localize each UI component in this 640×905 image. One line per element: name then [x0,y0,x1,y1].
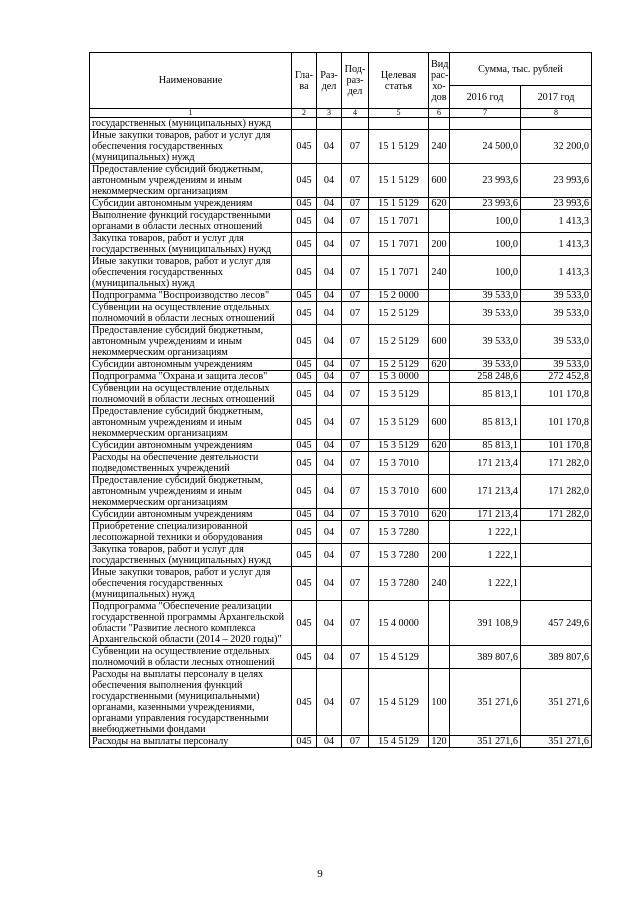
row-name: Иные закупки товаров, работ и услуг для обеспечения государственных (муниципальных) нужд [90,130,292,164]
row-sum-2016: 23 993,6 [450,198,521,210]
row-glava: 045 [292,256,317,290]
row-glava: 045 [292,452,317,475]
table-row [90,256,592,290]
column-number: 6 [429,109,450,118]
row-sum-2017: 101 170,8 [521,383,592,406]
row-glava: 045 [292,567,317,601]
row-razdel: 04 [317,567,342,601]
row-target: 15 3 7280 [369,544,429,567]
row-podrazdel: 07 [342,371,369,383]
row-name: Субвенции на осуществление отдельных полномочий в области лесных отношений [90,646,292,669]
row-vid: 240 [429,130,450,164]
row-glava: 045 [292,646,317,669]
row-sum-2017: 101 170,8 [521,440,592,452]
row-name: Закупка товаров, работ и услуг для государственных (муниципальных) нужд [90,544,292,567]
row-sum-2017: 351 271,6 [521,736,592,748]
row-sum-2016: 391 108,9 [450,601,521,646]
row-name: Приобретение специализированной лесопожарной техники и оборудования [90,521,292,544]
row-glava: 045 [292,406,317,440]
row-target: 15 1 7071 [369,233,429,256]
row-vid: 620 [429,440,450,452]
row-name: Закупка товаров, работ и услуг для государственных (муниципальных) нужд [90,233,292,256]
table-row [90,290,592,302]
row-sum-2017: 389 807,6 [521,646,592,669]
table-row [90,198,592,210]
row-sum-2016: 1 222,1 [450,567,521,601]
row-razdel: 04 [317,736,342,748]
row-podrazdel: 07 [342,302,369,325]
row-vid [429,302,450,325]
row-target: 15 3 7280 [369,521,429,544]
table-row [90,302,592,325]
row-vid [429,383,450,406]
header-vid: Вид рас- хо- дов [429,53,450,109]
row-podrazdel [342,118,369,130]
row-podrazdel: 07 [342,359,369,371]
row-vid: 200 [429,233,450,256]
row-sum-2016: 258 248,6 [450,371,521,383]
row-razdel: 04 [317,371,342,383]
row-target: 15 3 5129 [369,440,429,452]
row-name: Субсидии автономным учреждениям [90,198,292,210]
table-row [90,233,592,256]
row-sum-2016: 39 533,0 [450,359,521,371]
row-razdel: 04 [317,210,342,233]
row-podrazdel: 07 [342,383,369,406]
row-name: Расходы на выплаты персоналу в целях обеспечения выполнения функций государственными (муниципальными) органами, казенными учреждениями, органами управления государственными внебюджетными фондами [90,669,292,736]
row-razdel: 04 [317,452,342,475]
table-row [90,359,592,371]
header-target: Целевая статья [369,53,429,109]
header-name: Наименование [90,53,292,109]
row-name: Иные закупки товаров, работ и услуг для обеспечения государственных (муниципальных) нужд [90,256,292,290]
row-glava: 045 [292,302,317,325]
row-podrazdel: 07 [342,256,369,290]
row-sum-2016: 85 813,1 [450,406,521,440]
row-name: Подпрограмма "Воспроизводство лесов" [90,290,292,302]
table-row [90,452,592,475]
row-sum-2016: 100,0 [450,210,521,233]
header-sum: Сумма, тыс. рублей [450,53,592,86]
row-target: 15 2 5129 [369,325,429,359]
header-podrazdel: Под- раз- дел [342,53,369,109]
row-sum-2016: 171 213,4 [450,509,521,521]
row-sum-2017 [521,118,592,130]
row-sum-2016: 85 813,1 [450,440,521,452]
row-podrazdel: 07 [342,601,369,646]
row-target: 15 3 5129 [369,383,429,406]
row-sum-2016: 351 271,6 [450,736,521,748]
row-name: Предоставление субсидий бюджетным, автономным учреждениям и иным некоммерческим организациям [90,164,292,198]
row-sum-2017: 171 282,0 [521,509,592,521]
row-razdel: 04 [317,198,342,210]
row-vid [429,601,450,646]
row-podrazdel: 07 [342,475,369,509]
row-sum-2017 [521,521,592,544]
row-vid: 200 [429,544,450,567]
row-target: 15 4 0000 [369,601,429,646]
table-row [90,669,592,736]
row-sum-2016: 24 500,0 [450,130,521,164]
row-target: 15 3 7280 [369,567,429,601]
row-vid [429,452,450,475]
row-glava [292,118,317,130]
column-number: 1 [90,109,292,118]
row-sum-2017: 351 271,6 [521,669,592,736]
row-target: 15 2 0000 [369,290,429,302]
row-vid: 600 [429,475,450,509]
row-glava: 045 [292,233,317,256]
table-row [90,646,592,669]
row-glava: 045 [292,130,317,164]
row-sum-2017: 272 452,8 [521,371,592,383]
row-target: 15 2 5129 [369,302,429,325]
row-target: 15 4 5129 [369,669,429,736]
row-podrazdel: 07 [342,440,369,452]
row-sum-2017 [521,567,592,601]
row-sum-2017: 171 282,0 [521,452,592,475]
row-name: Иные закупки товаров, работ и услуг для обеспечения государственных (муниципальных) нужд [90,567,292,601]
header-razdel: Раз- дел [317,53,342,109]
row-razdel: 04 [317,383,342,406]
row-glava: 045 [292,669,317,736]
table-row [90,475,592,509]
table-row [90,509,592,521]
column-number: 4 [342,109,369,118]
row-name: Подпрограмма "Обеспечение реализации государственной программы Архангельской области "Развитие лесного комплекса Архангельской области (2014 – 2020 годы)" [90,601,292,646]
row-podrazdel: 07 [342,544,369,567]
row-razdel: 04 [317,646,342,669]
row-sum-2017: 1 413,3 [521,210,592,233]
table-row [90,440,592,452]
row-glava: 045 [292,601,317,646]
table-row [90,210,592,233]
row-name: Предоставление субсидий бюджетным, автономным учреждениям и иным некоммерческим организациям [90,406,292,440]
table-row [90,371,592,383]
table-row [90,325,592,359]
row-vid: 600 [429,406,450,440]
row-razdel: 04 [317,256,342,290]
table-row [90,164,592,198]
table-row [90,601,592,646]
row-target: 15 3 7010 [369,452,429,475]
row-razdel: 04 [317,601,342,646]
header-glava: Гла- ва [292,53,317,109]
row-name: государственных (муниципальных) нужд [90,118,292,130]
row-vid: 600 [429,325,450,359]
row-sum-2017: 39 533,0 [521,302,592,325]
row-target: 15 4 5129 [369,736,429,748]
column-number: 7 [450,109,521,118]
table-row [90,130,592,164]
row-razdel: 04 [317,544,342,567]
row-glava: 045 [292,736,317,748]
row-podrazdel: 07 [342,325,369,359]
row-sum-2017: 101 170,8 [521,406,592,440]
row-target: 15 3 5129 [369,406,429,440]
row-sum-2016: 100,0 [450,233,521,256]
row-sum-2017: 1 413,3 [521,256,592,290]
row-target: 15 2 5129 [369,359,429,371]
row-sum-2016: 389 807,6 [450,646,521,669]
row-target: 15 4 5129 [369,646,429,669]
row-target: 15 1 7071 [369,256,429,290]
row-target: 15 1 7071 [369,210,429,233]
row-podrazdel: 07 [342,130,369,164]
row-sum-2017: 32 200,0 [521,130,592,164]
row-podrazdel: 07 [342,669,369,736]
row-glava: 045 [292,325,317,359]
row-vid: 100 [429,669,450,736]
row-podrazdel: 07 [342,210,369,233]
table-row [90,521,592,544]
row-sum-2016: 23 993,6 [450,164,521,198]
row-vid: 240 [429,567,450,601]
column-number: 3 [317,109,342,118]
row-glava: 045 [292,198,317,210]
row-sum-2017: 23 993,6 [521,198,592,210]
row-podrazdel: 07 [342,198,369,210]
row-glava: 045 [292,544,317,567]
row-razdel: 04 [317,521,342,544]
row-razdel: 04 [317,302,342,325]
table-row [90,736,592,748]
row-target: 15 3 7010 [369,475,429,509]
row-name: Подпрограмма "Охрана и защита лесов" [90,371,292,383]
row-vid [429,521,450,544]
row-podrazdel: 07 [342,164,369,198]
row-target: 15 3 7010 [369,509,429,521]
row-glava: 045 [292,521,317,544]
row-sum-2017: 1 413,3 [521,233,592,256]
row-sum-2017 [521,544,592,567]
row-vid [429,646,450,669]
row-podrazdel: 07 [342,509,369,521]
row-sum-2016 [450,118,521,130]
row-vid [429,210,450,233]
table-row [90,383,592,406]
row-glava: 045 [292,371,317,383]
row-sum-2016: 100,0 [450,256,521,290]
row-podrazdel: 07 [342,567,369,601]
row-sum-2017: 39 533,0 [521,359,592,371]
row-vid: 120 [429,736,450,748]
row-vid: 620 [429,198,450,210]
row-razdel: 04 [317,164,342,198]
row-podrazdel: 07 [342,736,369,748]
row-razdel: 04 [317,440,342,452]
column-number: 8 [521,109,592,118]
row-glava: 045 [292,164,317,198]
row-sum-2016: 171 213,4 [450,452,521,475]
row-sum-2016: 351 271,6 [450,669,521,736]
row-podrazdel: 07 [342,521,369,544]
budget-table [89,52,592,748]
row-sum-2016: 39 533,0 [450,302,521,325]
row-razdel: 04 [317,669,342,736]
row-sum-2017: 39 533,0 [521,325,592,359]
row-name: Расходы на обеспечение деятельности подведомственных учреждений [90,452,292,475]
row-vid: 620 [429,509,450,521]
row-name: Предоставление субсидий бюджетным, автономным учреждениям и иным некоммерческим организациям [90,475,292,509]
row-glava: 045 [292,383,317,406]
row-name: Расходы на выплаты персоналу [90,736,292,748]
row-vid: 240 [429,256,450,290]
row-razdel: 04 [317,359,342,371]
row-podrazdel: 07 [342,290,369,302]
row-target: 15 3 0000 [369,371,429,383]
table-row [90,118,592,130]
row-target: 15 1 5129 [369,164,429,198]
row-name: Субвенции на осуществление отдельных полномочий в области лесных отношений [90,383,292,406]
table-row [90,544,592,567]
header-year-2016: 2016 год [450,86,521,109]
row-vid [429,371,450,383]
row-name: Субсидии автономным учреждениям [90,359,292,371]
row-razdel: 04 [317,406,342,440]
row-vid: 600 [429,164,450,198]
row-sum-2016: 1 222,1 [450,544,521,567]
row-podrazdel: 07 [342,406,369,440]
column-number: 2 [292,109,317,118]
row-sum-2016: 39 533,0 [450,325,521,359]
row-vid: 620 [429,359,450,371]
row-sum-2016: 85 813,1 [450,383,521,406]
column-number: 5 [369,109,429,118]
row-razdel: 04 [317,509,342,521]
row-vid [429,118,450,130]
row-target: 15 1 5129 [369,130,429,164]
row-vid [429,290,450,302]
row-sum-2017: 23 993,6 [521,164,592,198]
row-name: Субвенции на осуществление отдельных полномочий в области лесных отношений [90,302,292,325]
row-name: Субсидии автономным учреждениям [90,440,292,452]
row-glava: 045 [292,210,317,233]
row-razdel: 04 [317,290,342,302]
table-row [90,567,592,601]
row-name: Выполнение функций государственными органами в области лесных отношений [90,210,292,233]
row-sum-2016: 171 213,4 [450,475,521,509]
row-sum-2017: 457 249,6 [521,601,592,646]
row-podrazdel: 07 [342,646,369,669]
row-name: Предоставление субсидий бюджетным, автономным учреждениям и иным некоммерческим организациям [90,325,292,359]
row-razdel: 04 [317,325,342,359]
row-podrazdel: 07 [342,233,369,256]
table-row [90,406,592,440]
page-number: 9 [317,868,323,880]
row-glava: 045 [292,359,317,371]
row-glava: 045 [292,475,317,509]
header-year-2017: 2017 год [521,86,592,109]
row-podrazdel: 07 [342,452,369,475]
row-name: Субсидии автономным учреждениям [90,509,292,521]
row-target [369,118,429,130]
row-glava: 045 [292,290,317,302]
row-sum-2017: 171 282,0 [521,475,592,509]
row-target: 15 1 5129 [369,198,429,210]
row-sum-2016: 39 533,0 [450,290,521,302]
row-sum-2017: 39 533,0 [521,290,592,302]
row-razdel: 04 [317,475,342,509]
row-glava: 045 [292,509,317,521]
row-razdel [317,118,342,130]
row-razdel: 04 [317,130,342,164]
row-razdel: 04 [317,233,342,256]
row-glava: 045 [292,440,317,452]
row-sum-2016: 1 222,1 [450,521,521,544]
